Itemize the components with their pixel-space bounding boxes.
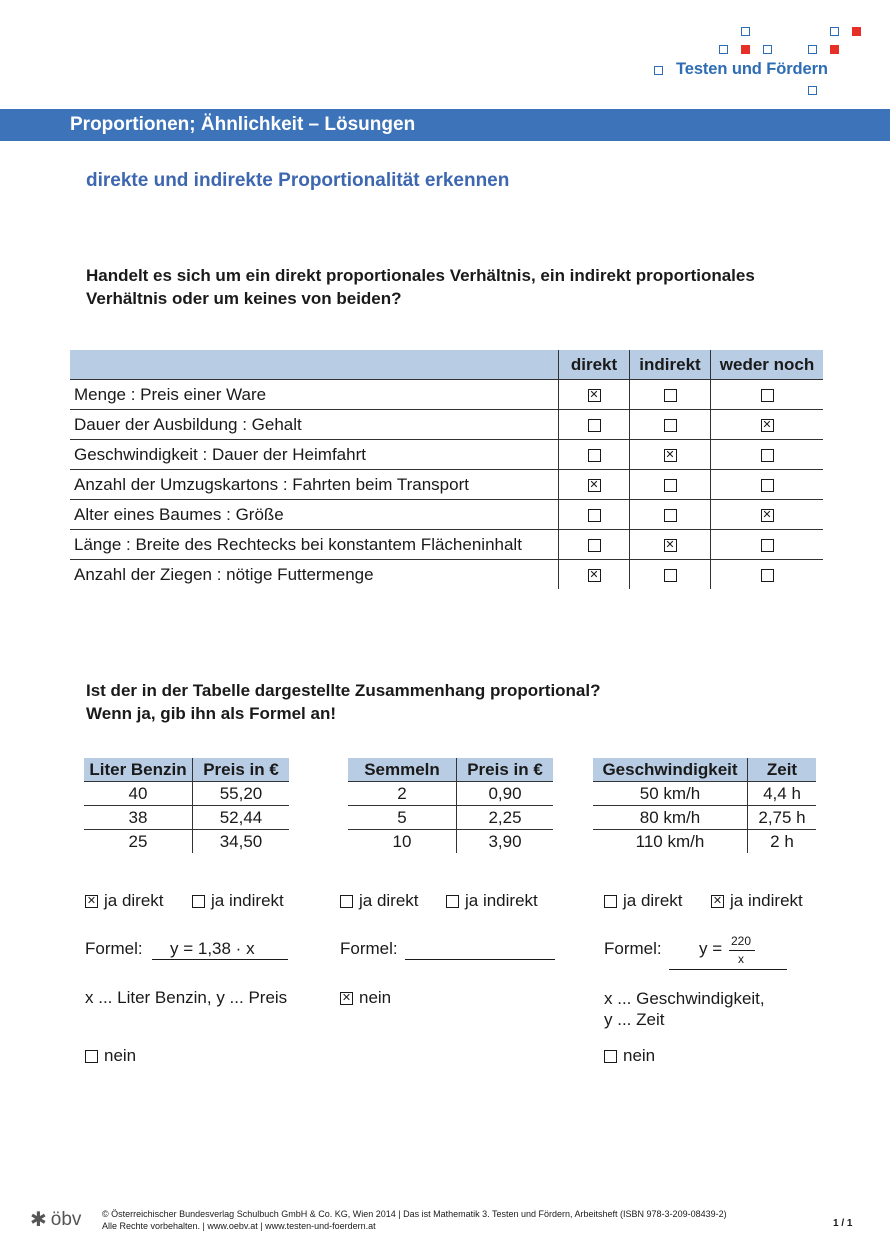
row-label: Länge : Breite des Rechtecks bei konstantem Flächeninhalt (70, 530, 559, 560)
logo-square (741, 27, 750, 36)
t3-formel-label: Formel: (604, 939, 662, 958)
table-cell: 0,90 (457, 782, 554, 806)
checkbox[interactable] (604, 1050, 617, 1063)
table-body (70, 380, 823, 590)
answer-cell (559, 560, 630, 590)
checkbox-checked[interactable] (761, 509, 774, 522)
table-cell: 34,50 (193, 830, 290, 854)
table-row (348, 830, 553, 854)
table-cell: 10 (392, 831, 412, 851)
checkbox[interactable] (192, 895, 205, 908)
table-row (70, 410, 823, 440)
t2-formula-line (405, 940, 555, 960)
answer-cell (711, 410, 824, 440)
checkbox[interactable] (588, 509, 601, 522)
table-row (84, 782, 289, 806)
checkbox[interactable] (446, 895, 459, 908)
row-label: Anzahl der Umzugskartons : Fahrten beim Transport (70, 470, 559, 500)
header-blank (70, 350, 559, 380)
t3-note-line1: x ... Geschwindigkeit, (604, 989, 765, 1008)
table-cell: 50 km/h (593, 782, 748, 806)
option-label: ja direkt (623, 891, 683, 910)
footer-copyright (102, 1208, 727, 1232)
page-number: 1 / 1 (833, 1218, 853, 1229)
table-cell: 110 km/h (635, 831, 705, 851)
checkbox[interactable] (664, 569, 677, 582)
checkbox[interactable] (340, 895, 353, 908)
header-cell: Preis in € (457, 758, 554, 782)
answer-cell (630, 530, 711, 560)
t3-nein-option[interactable] (604, 1046, 655, 1066)
t3-formula-numerator: 220 (731, 934, 752, 948)
checkbox[interactable] (761, 479, 774, 492)
answer-cell (630, 500, 711, 530)
semmeln-table (348, 758, 553, 853)
table-header-row (84, 758, 289, 782)
table-row (84, 830, 289, 854)
logo-square (852, 27, 861, 36)
table-cell: 40 (84, 782, 193, 806)
table-cell: 3,90 (457, 830, 554, 854)
checkbox[interactable] (604, 895, 617, 908)
table-row (348, 782, 553, 806)
answer-cell (711, 440, 824, 470)
table-row (593, 782, 816, 806)
t3-ja-indirekt-option[interactable] (711, 891, 803, 911)
answer-cell (559, 530, 630, 560)
footer-line1: © Österreichischer Bundesverlag Schulbuch GmbH & Co. KG, Wien 2014 | Das ist Mathematik 3. Testen und Fördern, Arbeitsheft (ISBN 978-3-209-08439-2) (102, 1209, 727, 1219)
answer-cell (559, 410, 630, 440)
publisher-logo (30, 1207, 81, 1232)
table-row (70, 470, 823, 500)
checkbox[interactable] (588, 539, 601, 552)
task2-question-line2: Wenn ja, gib ihn als Formel an! (86, 704, 336, 723)
header-cell: Geschwindigkeit (593, 758, 748, 782)
table-row (70, 530, 823, 560)
logo-square (763, 45, 772, 54)
answer-cell (559, 380, 630, 410)
option-label: ja direkt (104, 891, 164, 910)
checkbox[interactable] (664, 419, 677, 432)
answer-cell (711, 560, 824, 590)
table-cell: 2 (348, 782, 457, 806)
t3-ja-direkt-option[interactable] (604, 891, 683, 911)
logo-square (719, 45, 728, 54)
option-label: nein (104, 1046, 137, 1065)
proportionality-table (70, 350, 823, 589)
task2-question-line1: Ist der in der Tabelle dargestellte Zusammenhang proportional? (86, 681, 601, 700)
publisher-logo-text: öbv (50, 1208, 82, 1230)
checkbox-checked[interactable] (711, 895, 724, 908)
task1-question-line2: Verhältnis oder um keines von beiden? (86, 289, 402, 308)
t2-nein-option[interactable] (340, 988, 391, 1008)
table-cell: 4,4 h (748, 782, 817, 806)
checkbox[interactable] (588, 419, 601, 432)
header-cell: Zeit (748, 758, 817, 782)
checkbox-checked[interactable] (340, 992, 353, 1005)
table-cell: 2 h (748, 830, 817, 854)
section-subtitle: direkte und indirekte Proportionalität erkennen (86, 170, 510, 191)
option-label: ja indirekt (211, 891, 284, 910)
t3-formula-lhs: y = (699, 939, 723, 958)
answer-cell (630, 380, 711, 410)
table-row (70, 440, 823, 470)
t3-formula-denominator: x (738, 952, 744, 966)
t1-ja-indirekt-option[interactable] (192, 891, 284, 911)
t2-formel-label: Formel: (340, 939, 398, 958)
option-label: ja indirekt (730, 891, 803, 910)
table-cell: 2,75 h (748, 806, 817, 830)
answer-cell (711, 530, 824, 560)
geschwindigkeit-table (593, 758, 816, 853)
table-cell: 55,20 (193, 782, 290, 806)
checkbox-checked[interactable] (664, 449, 677, 462)
answer-cell (630, 410, 711, 440)
logo-square (808, 86, 817, 95)
row-label: Geschwindigkeit : Dauer der Heimfahrt (70, 440, 559, 470)
answer-cell (630, 440, 711, 470)
t3-note (604, 988, 765, 1030)
checkbox[interactable] (761, 539, 774, 552)
option-label: ja direkt (359, 891, 419, 910)
table-row (70, 380, 823, 410)
header-cell: Liter Benzin (84, 758, 193, 782)
answer-cell (559, 500, 630, 530)
t3-note-line2: y ... Zeit (604, 1010, 665, 1029)
table-row (70, 500, 823, 530)
logo-square (654, 66, 663, 75)
header-cell: Preis in € (193, 758, 290, 782)
row-label: Alter eines Baumes : Größe (70, 500, 559, 530)
answer-cell (711, 380, 824, 410)
table-cell: 2,25 (457, 806, 554, 830)
t1-nein-option[interactable] (85, 1046, 136, 1066)
checkbox-checked[interactable] (588, 569, 601, 582)
checkbox[interactable] (664, 479, 677, 492)
table-cell: 38 (84, 806, 193, 830)
answer-cell (711, 500, 824, 530)
fraction-bar (729, 950, 755, 951)
checkbox[interactable] (761, 389, 774, 402)
flower-icon: ✱ (30, 1209, 47, 1231)
header-indirekt: indirekt (630, 350, 711, 380)
option-label: ja indirekt (465, 891, 538, 910)
table-row (348, 806, 553, 830)
table-header-row (70, 350, 823, 380)
checkbox-checked[interactable] (664, 539, 677, 552)
answer-cell (630, 560, 711, 590)
footer-line2: Alle Rechte vorbehalten. | www.oebv.at | www.testen-und-foerdern.at (102, 1221, 376, 1231)
benzin-table (84, 758, 289, 853)
t1-formula: y = 1,38 · x (170, 939, 255, 958)
checkbox[interactable] (761, 449, 774, 462)
logo-square (808, 45, 817, 54)
task2-question (86, 679, 601, 725)
answer-cell (559, 470, 630, 500)
table-row (84, 806, 289, 830)
brand-name: Testen und Fördern (676, 60, 828, 78)
table-cell: 5 (348, 806, 457, 830)
header-weder-noch: weder noch (711, 350, 824, 380)
table-cell: 80 km/h (593, 806, 748, 830)
checkbox[interactable] (85, 1050, 98, 1063)
table-row (593, 806, 816, 830)
t1-formel-label: Formel: (85, 939, 143, 958)
t3-formula-line (669, 950, 787, 970)
t2-ja-indirekt-option[interactable] (446, 891, 538, 911)
checkbox-checked[interactable] (761, 419, 774, 432)
t2-ja-direkt-option[interactable] (340, 891, 419, 911)
answer-cell (630, 470, 711, 500)
logo-square (830, 45, 839, 54)
row-label: Dauer der Ausbildung : Gehalt (70, 410, 559, 440)
table-cell: 52,44 (193, 806, 290, 830)
row-label: Menge : Preis einer Ware (70, 380, 559, 410)
checkbox-checked[interactable] (588, 479, 601, 492)
option-label: nein (623, 1046, 656, 1065)
logo-square (741, 45, 750, 54)
t1-ja-direkt-option[interactable] (85, 891, 164, 911)
checkbox-checked[interactable] (588, 389, 601, 402)
table-cell: 25 (128, 831, 148, 851)
row-label: Anzahl der Ziegen : nötige Futtermenge (74, 564, 374, 584)
option-label: nein (359, 988, 392, 1007)
table-row (70, 560, 823, 590)
task1-question (86, 264, 755, 310)
header-direkt: direkt (559, 350, 630, 380)
checkbox[interactable] (664, 509, 677, 522)
table-header-row (593, 758, 816, 782)
answer-cell (559, 440, 630, 470)
checkbox[interactable] (588, 449, 601, 462)
header-cell: Semmeln (348, 758, 457, 782)
page-title: Proportionen; Ähnlichkeit – Lösungen (70, 114, 416, 135)
answer-cell (711, 470, 824, 500)
logo-square (830, 27, 839, 36)
task1-question-line1: Handelt es sich um ein direkt proportionales Verhältnis, ein indirekt proportionales (86, 266, 755, 285)
table-row (593, 830, 816, 854)
checkbox[interactable] (664, 389, 677, 402)
checkbox-checked[interactable] (85, 895, 98, 908)
t1-note: x ... Liter Benzin, y ... Preis (85, 988, 288, 1007)
checkbox[interactable] (761, 569, 774, 582)
table-header-row (348, 758, 553, 782)
